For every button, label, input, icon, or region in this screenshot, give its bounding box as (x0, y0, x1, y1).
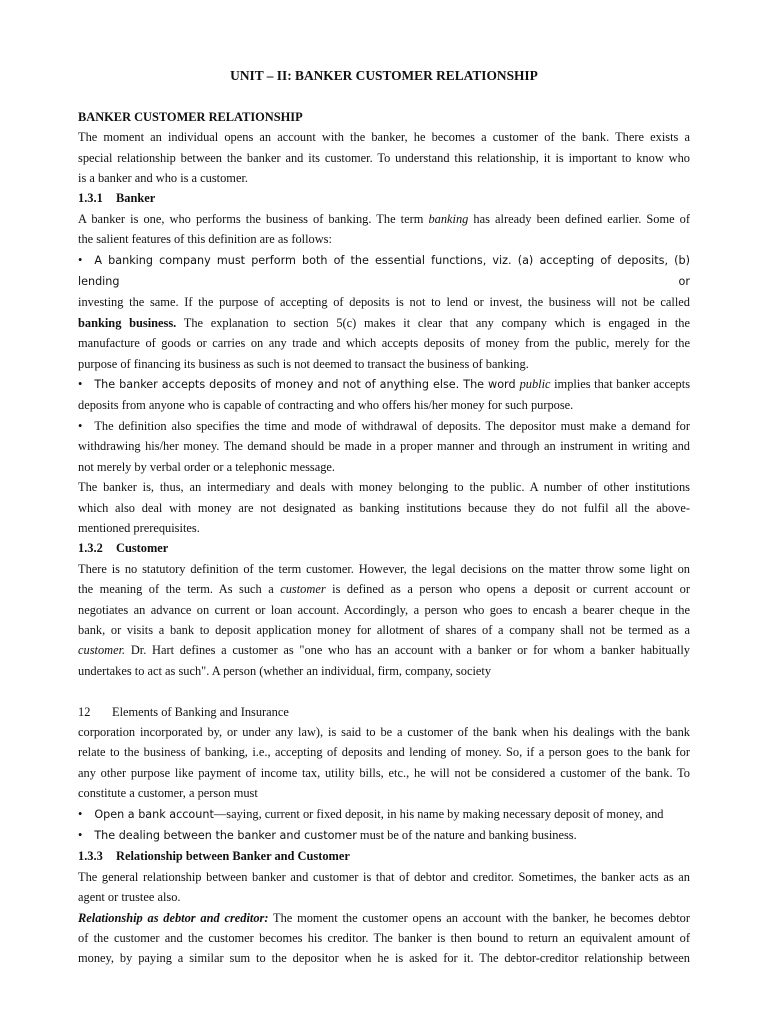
text-line: The moment an individual opens an account with the banker, he becomes a customer of the bank. There exists a (78, 130, 690, 145)
text-line: manufacture of goods or carries on any trade and which accepts deposits of money from the public, merely for the (78, 336, 690, 351)
text-run: A banker is one, who performs the business of banking. The term (78, 211, 429, 226)
italic-term: customer (280, 582, 326, 597)
spacer (78, 86, 690, 106)
continued-paragraph (78, 722, 690, 804)
text-run: The banker accepts deposits of money and not of anything else. (94, 378, 460, 392)
banker-conclusion (78, 477, 690, 538)
text-line (78, 908, 690, 928)
text-line: The general relationship between banker and customer is that of debtor and creditor. Sometimes, the banker acts as an (78, 869, 690, 884)
bullet-item (78, 374, 690, 416)
text-line (78, 579, 690, 599)
bullet-icon: • (78, 252, 83, 267)
italic-term: public (519, 377, 551, 392)
bullet-item (78, 804, 690, 825)
bold-term: banking business. (78, 315, 177, 330)
text-line (78, 209, 690, 229)
text-run: must be of the nature and banking business. (356, 827, 577, 842)
spacer (78, 681, 690, 701)
text-line: withdrawing his/her money. The demand should be made in a proper manner and through an instrument in writing and (78, 439, 690, 454)
text-line: There is no statutory definition of the term customer. However, the legal decisions on the matter throw some light on (78, 561, 690, 576)
text-run: The dealing between the banker and customer (94, 828, 357, 842)
subsection-heading-banker (78, 188, 690, 208)
text-line: purpose of financing its business as such is not deemed to transact the business of banking. (78, 356, 529, 371)
text-line: of the customer and the customer becomes his creditor. The banker is then bound to return an equivalent amount of (78, 931, 690, 946)
text-line: money, by paying a similar sum to the depositor when he is asked for it. The debtor-creditor relationship between (78, 951, 690, 966)
text-run: —saying, current or fixed deposit, in his name by making necessary deposit of money, and (213, 806, 664, 821)
text-line: negotiates an advance on current or loan account. Accordingly, a person who goes to encash a bearer cheque in the (78, 602, 690, 617)
italic-term: banking (428, 211, 469, 226)
page-title: UNIT – II: BANKER CUSTOMER RELATIONSHIP (230, 68, 538, 83)
section-title: Relationship between Banker and Customer (116, 849, 350, 864)
text-run: The word (459, 378, 520, 392)
intro-paragraph (78, 127, 690, 188)
text-line: any other purpose like payment of income tax, utility bills, etc., he will not be considered a customer of the bank. To (78, 765, 690, 780)
text-run: Open a bank account (94, 807, 214, 821)
section-heading: BANKER CUSTOMER RELATIONSHIP (78, 109, 303, 124)
text-run: The moment the customer opens an account with the banker, he becomes debtor (268, 910, 691, 925)
text-line: special relationship between the banker and its customer. To understand this relationship, it is important to know who (78, 150, 690, 165)
text-line (78, 250, 690, 293)
text-line: undertakes to act as such". A person (whether an individual, firm, company, society (78, 663, 492, 678)
section-title: Banker (116, 191, 156, 206)
text-line: the salient features of this definition are as follows: (78, 232, 332, 247)
text-line: not merely by verbal order or a telephonic message. (78, 459, 336, 474)
section-number: 1.3.1 (78, 191, 103, 206)
book-title: Elements of Banking and Insurance (112, 704, 289, 719)
section-number: 1.3.2 (78, 541, 103, 556)
debtor-creditor-paragraph (78, 908, 690, 969)
text-line: agent or trustee also. (78, 890, 181, 905)
text-line: investing the same. If the purpose of accepting of deposits is not to lend or invest, the business will not be called (78, 295, 690, 310)
text-run: Dr. Hart defines a customer as "one who has an account with a banker or for whom a banker habitually (125, 643, 690, 658)
text-line (78, 416, 690, 436)
text-line: constitute a customer, a person must (78, 786, 258, 801)
bullet-icon: • (78, 827, 83, 842)
text-run: The definition also specifies the time and mode of withdrawal of deposits. The depositor must make a demand for (94, 418, 690, 433)
text-run: implies that banker accepts (550, 377, 691, 392)
banker-paragraph (78, 209, 690, 250)
text-run: has already been defined earlier. Some of (468, 211, 691, 226)
bullet-item (78, 825, 690, 846)
subsection-heading-relationship (78, 846, 690, 866)
text-line: corporation incorporated by, or under any law), is said to be a customer of the bank when his dealings with the bank (78, 724, 690, 739)
bullet-item (78, 250, 690, 374)
document-page (78, 66, 690, 969)
section-number: 1.3.3 (78, 849, 103, 864)
bullet-icon: • (78, 806, 83, 821)
text-line (78, 374, 690, 395)
text-line: mentioned prerequisites. (78, 520, 200, 535)
text-run: The explanation to section 5(c) makes it clear that any company which is engaged in the (176, 315, 690, 330)
relationship-paragraph (78, 867, 690, 908)
text-line: The banker is, thus, an intermediary and deals with money belonging to the public. A number of other institutions (78, 480, 690, 495)
running-header (78, 702, 690, 722)
text-line: which also deal with money are not designated as banking institutions because they do not fulfil all the above- (78, 500, 690, 515)
customer-paragraph (78, 559, 690, 681)
text-line: is a banker and who is a customer. (78, 171, 248, 185)
page-number: 12 (78, 704, 91, 719)
text-line: deposits from anyone who is capable of contracting and who offers his/her money for such purpose. (78, 398, 574, 413)
text-run: the meaning of the term. As such a (78, 582, 281, 597)
text-line (78, 313, 690, 333)
italic-term: customer. (78, 643, 126, 658)
bullet-icon: • (78, 377, 83, 392)
bold-italic-term: Relationship as debtor and creditor: (78, 910, 269, 925)
section-title: Customer (116, 541, 169, 556)
text-run: A banking company must perform both of the essential functions, viz. (a) accepting of deposits, (b) lending or (78, 253, 690, 289)
text-run: is defined as a person who opens a deposit or current account or (325, 582, 690, 597)
text-line: relate to the business of banking, i.e., accepting of deposits and lending of money. So, if a person goes to the bank for (78, 745, 690, 760)
text-line (78, 640, 690, 660)
bullet-icon: • (78, 418, 83, 433)
text-line: bank, or visits a bank to deposit application money for allotment of shares of a company shall not be termed as a (78, 622, 690, 637)
bullet-item (78, 416, 690, 477)
subsection-heading-customer (78, 538, 690, 558)
